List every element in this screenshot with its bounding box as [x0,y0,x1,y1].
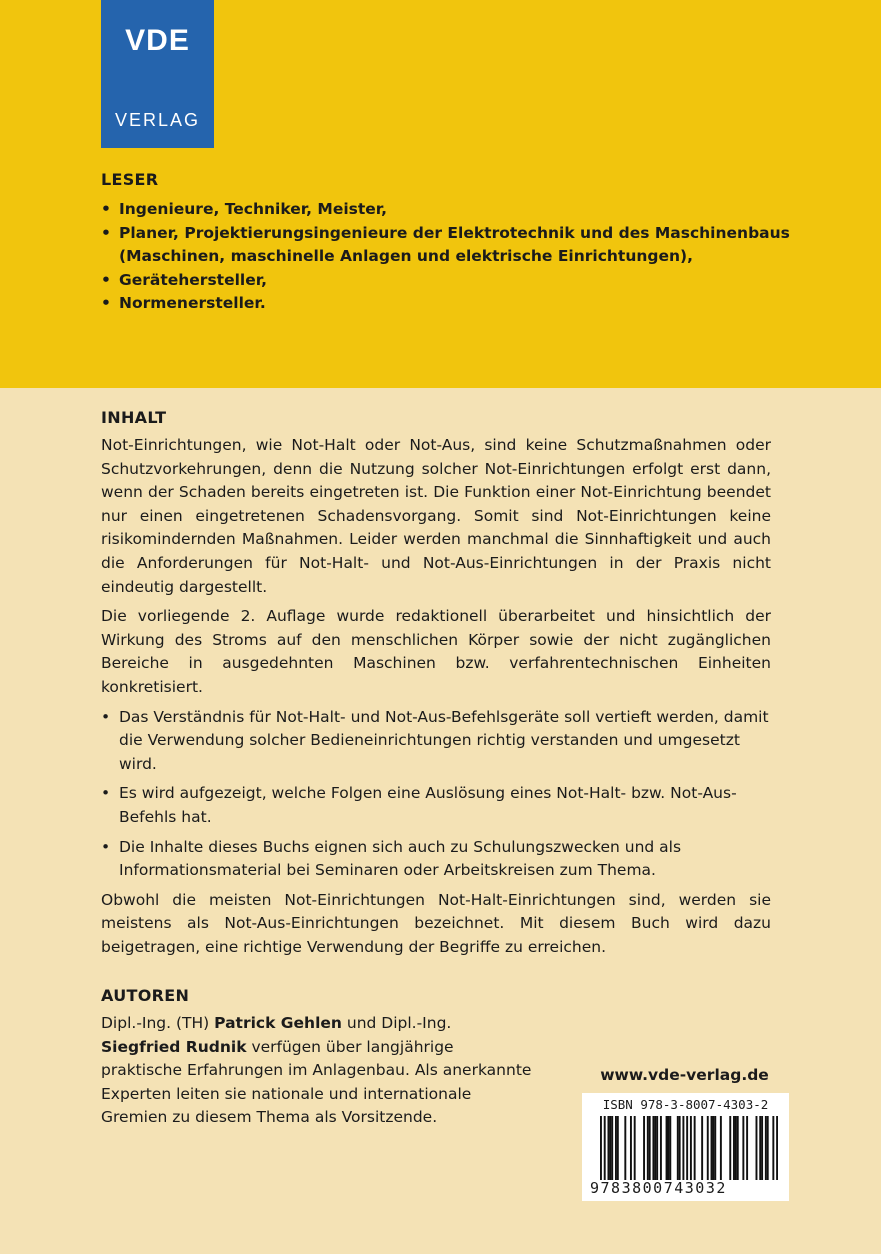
inhalt-heading: INHALT [101,408,167,427]
barcode-bar [624,1116,626,1180]
barcode-bar [634,1116,636,1180]
author-name-rudnik: Siegfried Rudnik [101,1037,247,1056]
barcode-bar [737,1116,739,1180]
barcode-bar [607,1116,609,1180]
barcode-bar [667,1116,669,1180]
barcode-bar [666,1116,668,1180]
barcode-bar [701,1116,703,1180]
autoren-text-part: und Dipl.-Ing. [341,1014,452,1032]
inhalt-paragraph: Die vorliegende 2. Auflage wurde redaktionell überarbeitet und hinsichtlich der Wirkung des Stroms auf den menschlichen Körper sowie der nicht zugänglichen Bereiche in ausgedehnten Maschinen bzw. verfahrentechnischen Einheiten konkretisiert. [101,607,771,696]
barcode-bar [682,1116,684,1180]
leser-item: • Ingenieure, Techniker, Meister, [101,198,821,222]
barcode-bar [720,1116,722,1180]
barcode-bar [735,1116,737,1180]
leser-heading: LESER [101,170,159,189]
barcode-number: 9783800743032 [590,1179,727,1197]
barcode-bar [712,1116,714,1180]
barcode-bar [733,1116,735,1180]
barcode-bar [776,1116,778,1180]
barcode-bar [660,1116,662,1180]
inhalt-bullet: • Es wird aufgezeigt, welche Folgen eine Auslösung eines Not-Halt- bzw. Not-Aus-Befehls hat. [101,782,771,829]
inhalt-body [101,434,771,965]
logo-verlag-text: VERLAG [114,110,201,130]
autoren-text [101,1012,533,1130]
isbn-barcode-box [582,1093,789,1201]
barcode-bar [649,1116,651,1180]
barcode-bar [729,1116,731,1180]
barcode-bar [707,1116,709,1180]
barcode-bar [643,1116,645,1180]
autoren-heading: AUTOREN [101,986,190,1005]
barcode-bar [604,1116,606,1180]
barcode-bar [609,1116,611,1180]
barcode-bar [761,1116,763,1180]
barcode-bar [714,1116,716,1180]
barcode-bar [759,1116,761,1180]
inhalt-bullet-list [101,706,771,883]
barcode-bar [694,1116,696,1180]
barcode-bars [600,1116,778,1180]
leser-item: • Gerätehersteller, [101,269,821,293]
autoren-text-part: Dipl.-Ing. (TH) [101,1014,215,1032]
barcode-bar [611,1116,613,1180]
leser-list [101,198,821,316]
publisher-website[interactable]: www.vde-verlag.de [600,1066,769,1084]
isbn-label: ISBN 978-3-8007-4303-2 [602,1097,769,1112]
barcode-bar [617,1116,619,1180]
barcode-bar [746,1116,748,1180]
barcode-bar [647,1116,649,1180]
inhalt-bullet: • Die Inhalte dieses Buchs eignen sich auch zu Schulungszwecken und als Informationsmaterial bei Seminaren oder Arbeitskreisen zum Thema. [101,836,771,883]
barcode-bar [630,1116,632,1180]
barcode-bar [690,1116,692,1180]
vde-verlag-logo [101,0,214,148]
inhalt-bullet: • Das Verständnis für Not-Halt- und Not-Aus-Befehlsgeräte soll vertieft werden, damit die Verwendung solcher Bedieneinrichtungen richtig verstanden und umgesetzt wird. [101,706,771,777]
barcode-bar [711,1116,713,1180]
barcode-bar [679,1116,681,1180]
barcode-bar [756,1116,758,1180]
barcode-bar [654,1116,656,1180]
barcode-bar [600,1116,602,1180]
autoren-text-part: verfügen über langjährige praktische Erfahrungen im Anlagenbau. Als anerkannte Experten leiten sie nationale und internationale Gremien zu diesem Thema als Vorsitzende. [101,1037,532,1127]
barcode-bar [767,1116,769,1180]
barcode-bar [742,1116,744,1180]
inhalt-paragraph: Obwohl die meisten Not-Einrichtungen Not-Halt-Einrichtungen sind, werden sie meistens als Not-Aus-Einrichtungen bezeichnet. Mit diesem Buch wird dazu beigetragen, eine richtige Verwendung der Begriffe zu erreichen. [101,890,771,956]
barcode-bar [686,1116,688,1180]
barcode-bar [765,1116,767,1180]
leser-item: • Planer, Projektierungsingenieure der Elektrotechnik und des Maschinenbaus (Maschinen, maschinelle Anlagen und elektrische Einrichtungen), [101,222,821,269]
barcode-bar [669,1116,671,1180]
barcode-bar [677,1116,679,1180]
barcode-bar [615,1116,617,1180]
author-name-gehlen: Patrick Gehlen [214,1014,342,1032]
barcode-bar [652,1116,654,1180]
leser-item: • Normenersteller. [101,292,821,316]
logo-vde-text: VDE [125,24,190,57]
inhalt-paragraph: Not-Einrichtungen, wie Not-Halt oder Not-Aus, sind keine Schutzmaßnahmen oder Schutzvorkehrungen, denn die Nutzung solcher Not-Einrichtungen erfolgt erst dann, wenn der Schaden bereits eingetreten ist. Die Funktion einer Not-Einrichtung beendet nur einen eingetretenen Schadensvorgang. Somit sind Not-Einrichtungen keine risikomindernden Maßnahmen. Leider werden manchmal die Sinnhaftigkeit und auch die Anforderungen für Not-Halt- und Not-Aus-Einrichtungen in der Praxis nicht eindeutig dargestellt. [101,436,771,596]
barcode-bar [772,1116,774,1180]
barcode-bar [656,1116,658,1180]
